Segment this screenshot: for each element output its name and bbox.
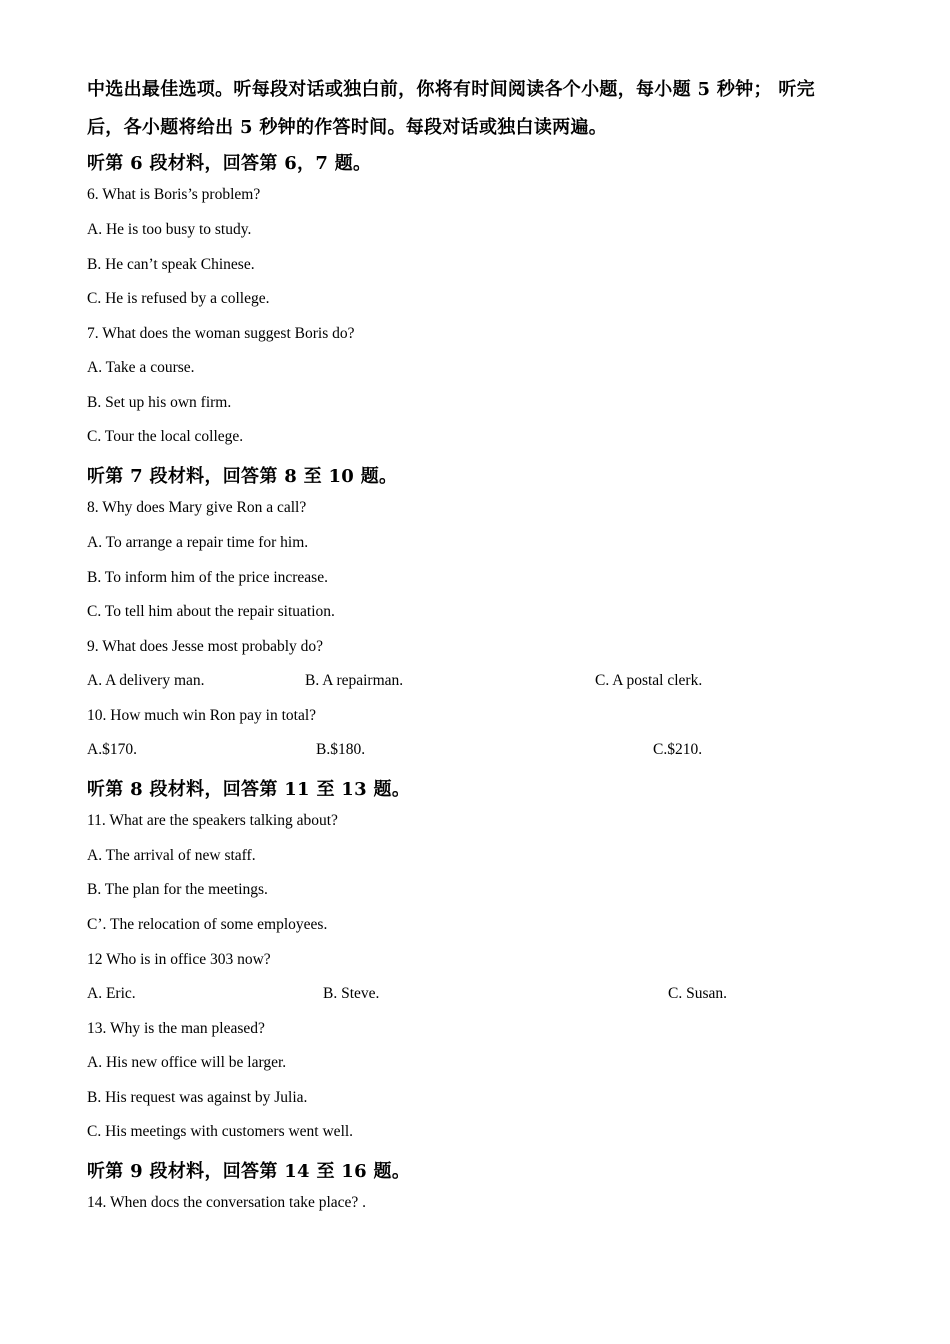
option-7a: A. Take a course. <box>87 359 195 376</box>
instruction-line-1: 中选出最佳选项。听每段对话或独白前，你将有时间阅读各个小题，每小题 5 秒钟； 听完 <box>87 79 815 100</box>
option-11c: C’. The relocation of some employees. <box>87 916 328 933</box>
option-12c: C. Susan. <box>668 985 727 1002</box>
question-13: 13. Why is the man pleased? <box>87 1020 265 1037</box>
option-8a: A. To arrange a repair time for him. <box>87 534 309 551</box>
option-10a: A.$170. <box>87 741 137 758</box>
question-14: 14. When docs the conversation take place? . <box>87 1194 367 1211</box>
option-6c: C. He is refused by a college. <box>87 290 270 307</box>
option-8c: C. To tell him about the repair situation. <box>87 603 335 620</box>
option-11b: B. The plan for the meetings. <box>87 881 268 898</box>
option-9c: C. A postal clerk. <box>595 672 703 689</box>
option-11a: A. The arrival of new staff. <box>87 847 256 864</box>
option-6b: B. He can’t speak Chinese. <box>87 256 255 273</box>
section-heading-9: 听第 9 段材料，回答第 14 至 16 题。 <box>87 1161 411 1182</box>
option-8b: B. To inform him of the price increase. <box>87 569 328 586</box>
question-6: 6. What is Boris’s problem? <box>87 186 261 203</box>
question-12: 12 Who is in office 303 now? <box>87 951 271 968</box>
question-9: 9. What does Jesse most probably do? <box>87 638 324 655</box>
option-6a: A. He is too busy to study. <box>87 221 252 238</box>
option-13b: B. His request was against by Julia. <box>87 1089 308 1106</box>
instruction-line-2: 后，各小题将给出 5 秒钟的作答时间。每段对话或独白读两遍。 <box>87 117 608 138</box>
option-12b: B. Steve. <box>323 985 380 1002</box>
option-13a: A. His new office will be larger. <box>87 1054 287 1071</box>
section-heading-8: 听第 8 段材料，回答第 11 至 13 题。 <box>87 779 411 800</box>
question-10: 10. How much win Ron pay in total? <box>87 707 317 724</box>
section-heading-7: 听第 7 段材料，回答第 8 至 10 题。 <box>87 466 398 487</box>
question-11: 11. What are the speakers talking about? <box>87 812 338 829</box>
option-9b: B. A repairman. <box>305 672 404 689</box>
option-10c: C.$210. <box>653 741 703 758</box>
option-7c: C. Tour the local college. <box>87 428 244 445</box>
option-12a: A. Eric. <box>87 985 136 1002</box>
option-10b: B.$180. <box>316 741 366 758</box>
question-7: 7. What does the woman suggest Boris do? <box>87 325 355 342</box>
option-13c: C. His meetings with customers went well. <box>87 1123 354 1140</box>
section-heading-6: 听第 6 段材料，回答第 6，7 题。 <box>87 153 372 174</box>
question-8: 8. Why does Mary give Ron a call? <box>87 499 307 516</box>
option-9a: A. A delivery man. <box>87 672 205 689</box>
option-7b: B. Set up his own firm. <box>87 394 232 411</box>
